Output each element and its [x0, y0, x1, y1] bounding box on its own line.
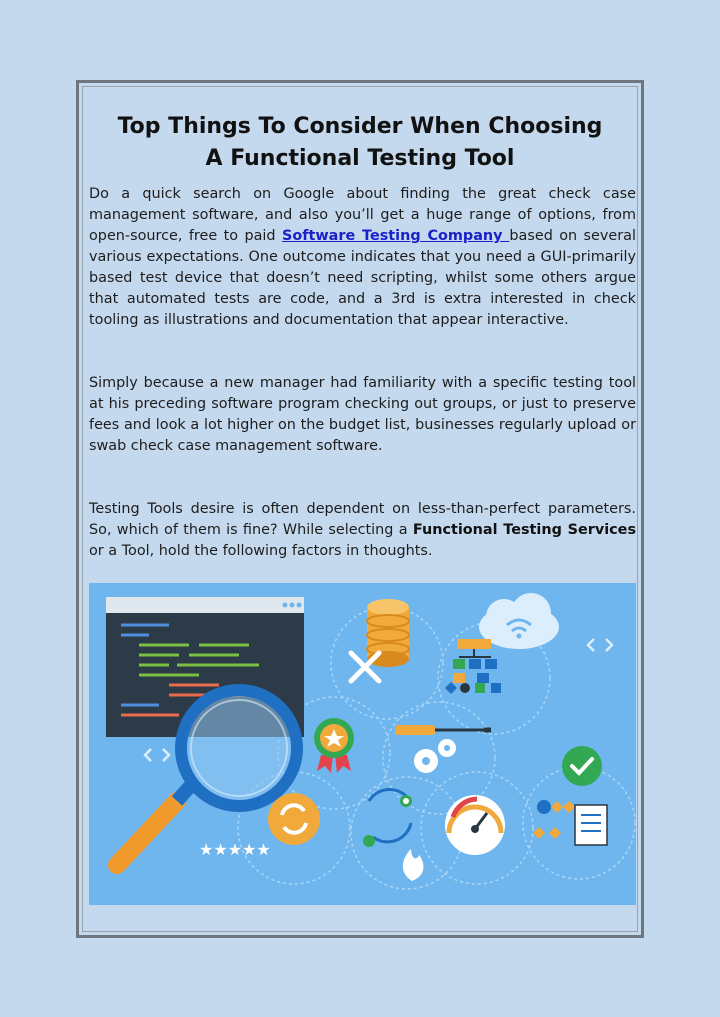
- manager-paragraph: Simply because a new manager had familiarity with a specific testing tool at his preceding software program checking out groups, or just to preserve fees and look a lot higher on the budget list, businesses regularly upload or swab check case management software.: [89, 375, 636, 454]
- title-line-1: Top Things To Consider When Choosing: [117, 114, 603, 139]
- factors-text-continued: or a Tool, hold the following factors in thoughts.: [89, 543, 433, 559]
- functional-testing-services-text: Functional Testing Services: [412, 522, 637, 538]
- intro-text-continued: based on several various expectations. One outcome indicates that you need a GUI-primarily based test device that doesn’t need scripting, whilst some others argue that automated tests are code, and a 3rd is extra interested in check tooling as illustrations and documentation that appear interactive.: [89, 228, 636, 328]
- gauge-icon: [445, 795, 505, 855]
- intro-paragraph: [89, 184, 636, 331]
- intro-text: Do a quick search on Google about finding the great check case management software, and also you’ll get a huge range of options, from open-source, free to paid: [89, 186, 636, 244]
- page-title: [89, 111, 631, 175]
- document-page: [76, 80, 644, 938]
- software-testing-company-link[interactable]: Software Testing Company: [281, 228, 510, 244]
- factors-paragraph: [89, 499, 636, 562]
- factors-text: Testing Tools desire is often dependent on less-than-perfect parameters. So, which of them is fine? While selecting a: [89, 501, 636, 538]
- title-line-2: A Functional Testing Tool: [205, 146, 515, 171]
- stars-icon: ★★★★★: [199, 840, 271, 859]
- testing-illustration: [89, 583, 636, 905]
- checkmark-icon: [562, 746, 602, 786]
